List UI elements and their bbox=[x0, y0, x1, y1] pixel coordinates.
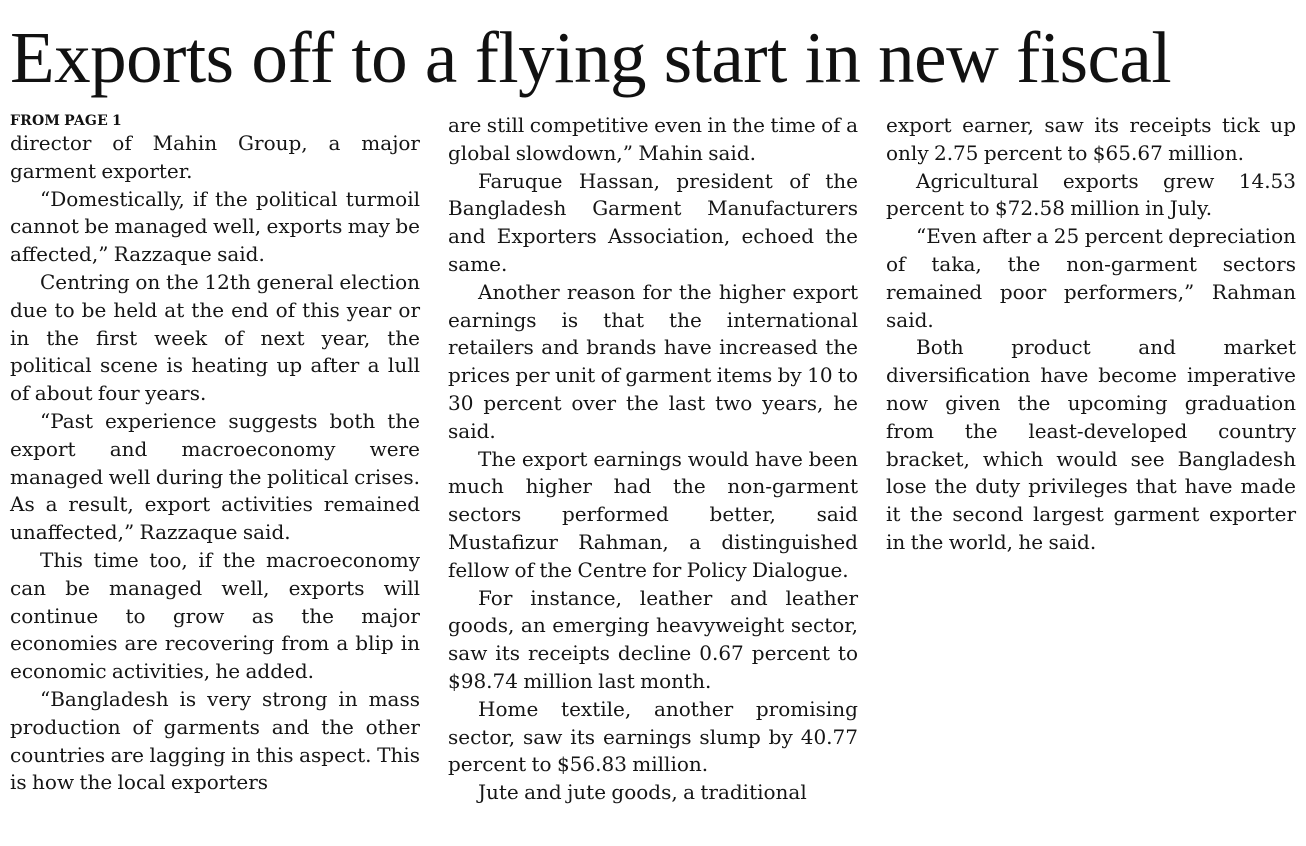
article-paragraph: “Even after a 25 percent depreciation of taka, the non-garment sectors remained poor performers,” Rahman said. bbox=[886, 224, 1296, 332]
article-paragraph: “Past experience suggests both the export and macroeconomy were managed well during the political crises. As a result, export activities remained unaffected,” Razzaque said. bbox=[10, 408, 420, 545]
article-paragraph: “Bangladesh is very strong in mass production of garments and the other countries are lagging in this aspect. This is how the local exporters bbox=[10, 686, 420, 795]
article-paragraph: Both product and market diversification have become imperative now given the upcoming graduation from the least-developed country bracket, which would see Bangladesh lose the duty privileges that have made it the second largest garment exporter in the world, he said. bbox=[886, 335, 1296, 554]
article-paragraph: Agricultural exports grew 14.53 percent to $72.58 million in July. bbox=[886, 168, 1296, 221]
article-paragraph: Home textile, another promising sector, saw its earnings slump by 40.77 percent to $56.83 million. bbox=[448, 696, 858, 777]
article-paragraph: director of Mahin Group, a major garment exporter. bbox=[10, 131, 420, 183]
article-column-3 bbox=[886, 112, 1296, 557]
article-column-2 bbox=[448, 112, 858, 807]
article-column-1 bbox=[10, 112, 420, 797]
article-paragraph: export earner, saw its receipts tick up only 2.75 percent to $65.67 million. bbox=[886, 113, 1296, 165]
article-paragraph: Jute and jute goods, a traditional bbox=[478, 780, 807, 805]
article-paragraph: The export earnings would have been much higher had the non-garment sectors performed better, said Mustafizur Rahman, a distinguished fellow of the Centre for Policy Dialogue. bbox=[448, 446, 858, 582]
article-paragraph: are still competitive even in the time of a global slowdown,” Mahin said. bbox=[448, 113, 858, 165]
continuation-kicker: FROM PAGE 1 bbox=[10, 113, 122, 129]
article-paragraph: For instance, leather and leather goods, an emerging heavyweight sector, saw its receipts decline 0.67 percent to $98.74 million last month. bbox=[448, 585, 858, 693]
article-paragraph: Faruque Hassan, president of the Bangladesh Garment Manufacturers and Exporters Association, echoed the same. bbox=[448, 168, 858, 276]
article-paragraph: Centring on the 12th general election due to be held at the end of this year or in the first week of next year, the political scene is heating up after a lull of about four years. bbox=[10, 269, 420, 406]
article-paragraph: “Domestically, if the political turmoil cannot be managed well, exports may be affected,” Razzaque said. bbox=[10, 186, 420, 267]
article-paragraph: This time too, if the macroeconomy can be managed well, exports will continue to grow as the major economies are recovering from a blip in economic activities, he added. bbox=[10, 547, 420, 684]
article-headline: Exports off to a flying start in new fiscal bbox=[10, 17, 1172, 98]
article-paragraph: Another reason for the higher export earnings is that the international retailers and brands have increased the prices per unit of garment items by 10 to 30 percent over the last two years, he said. bbox=[448, 279, 858, 443]
